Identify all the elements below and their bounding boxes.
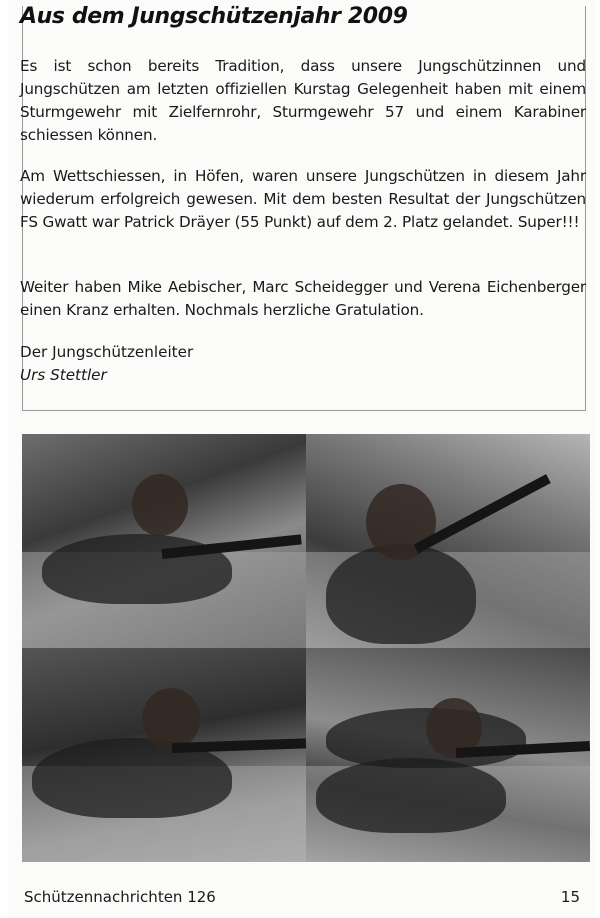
- photo-young-shooter-prone-with-scope: [22, 434, 306, 648]
- photo-two-young-shooters-prone: [306, 648, 590, 862]
- article-title: Aus dem Jungschützenjahr 2009: [20, 4, 408, 29]
- signoff-role: Der Jungschützenleiter: [20, 343, 194, 361]
- page: [8, 0, 596, 918]
- photo-girl-aiming-rifle-at-range: [306, 434, 590, 648]
- photo-shooter-prone-with-headphones: [22, 648, 306, 862]
- article-paragraph-2: Am Wettschiessen, in Höfen, waren unsere Jungschützen in diesem Jahr wiederum erfolgreich gewesen. Mit dem besten Resultat der Jungschützen FS Gwatt war Patrick Dräyer (55 Punkt) auf dem 2. Platz gelandet. Super!!!: [20, 167, 586, 231]
- footer-page-number: 15: [560, 888, 580, 906]
- signoff-name: Urs Stettler: [20, 366, 107, 384]
- footer-publication: Schützennachrichten 126: [24, 888, 216, 906]
- article-paragraph-3: Weiter haben Mike Aebischer, Marc Scheidegger und Verena Eichenberger einen Kranz erhalten. Nochmals herzliche Gratulation.: [20, 278, 586, 319]
- signoff: [20, 341, 193, 387]
- article-paragraph-1: Es ist schon bereits Tradition, dass unsere Jungschützinnen und Jungschützen am letzten offiziellen Kurstag Gelegenheit haben mit einem Sturmgewehr mit Zielfernrohr, Sturmgewehr 57 und einem Karabiner schiessen können.: [20, 57, 586, 144]
- photo-grid: [22, 434, 590, 862]
